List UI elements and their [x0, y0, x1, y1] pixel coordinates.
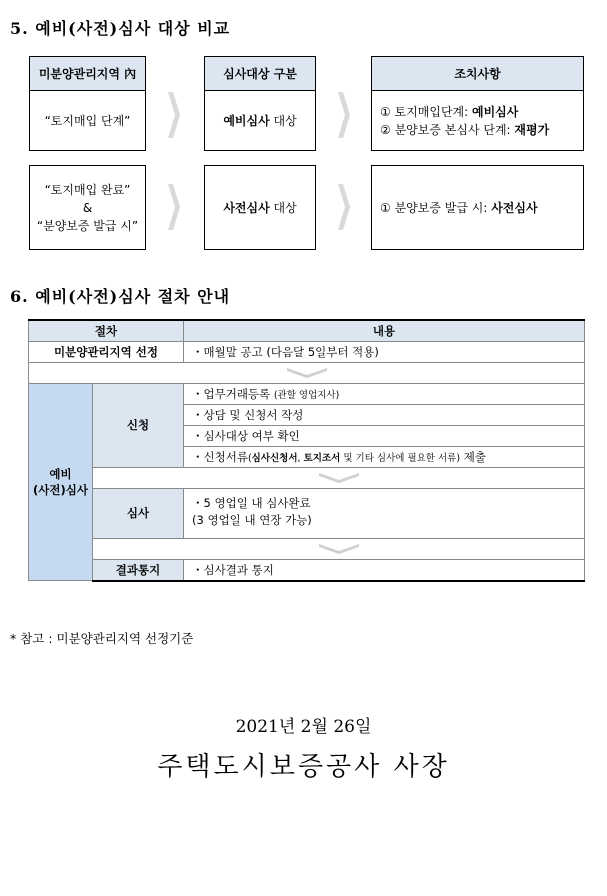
chevron-right-icon — [168, 92, 180, 138]
designation-content: ・매월말 공고 (다음달 5일부터 적용) — [184, 341, 585, 362]
chevron-down-icon — [93, 539, 584, 559]
action-text-2 — [372, 166, 583, 249]
action-prefix: ① 토지매입단계: — [380, 105, 472, 119]
stage-line: & — [82, 200, 93, 215]
apply-label: 신청 — [93, 383, 184, 467]
chevron-right-icon — [338, 184, 350, 230]
stage-line: “분양보증 발급 시” — [36, 218, 139, 233]
review-label: 심사 — [93, 488, 184, 539]
action-bold: 예비심사 — [471, 105, 519, 119]
result-content: ・심사결과 통지 — [184, 560, 585, 581]
action-box-2 — [371, 165, 584, 250]
section-6-title: 6. 예비(사전)심사 절차 안내 — [10, 287, 231, 306]
arrow-cell — [93, 467, 585, 488]
target-bold-1: 예비심사 — [223, 114, 270, 128]
arrow-cell — [93, 539, 585, 560]
review-line-2: (3 영업일 내 연장 가능) — [184, 511, 585, 529]
stage-text-1: “토지매입 단계” — [44, 114, 131, 128]
action-box-1 — [371, 56, 584, 151]
apply-item: ・상담 및 신청서 작성 — [184, 404, 585, 425]
table-row — [29, 341, 585, 362]
apply-item-text: ・업무거래등록 — [192, 386, 274, 401]
apply-item-note: (관할 영업지사) — [273, 389, 340, 401]
document-date: 2021년 2월 26일 — [235, 717, 372, 737]
apply-item-note: , — [297, 452, 304, 464]
table-row — [29, 488, 585, 511]
result-label: 결과통지 — [93, 560, 184, 581]
stage-box-2 — [29, 165, 146, 250]
stage-text-2 — [30, 166, 145, 249]
procedure-table — [28, 319, 585, 582]
apply-item-note: ( — [247, 452, 252, 464]
target-box-1 — [204, 56, 316, 151]
apply-item-text: 제출 — [460, 449, 486, 464]
action-line-2 — [380, 121, 549, 139]
chevron-down-icon — [29, 363, 584, 383]
apply-item: ・심사대상 여부 확인 — [184, 425, 585, 446]
stage-box-1 — [29, 56, 146, 151]
apply-item-bold: 토지조서 — [303, 452, 341, 464]
action-prefix: ① 분양보증 발급 시: — [380, 200, 492, 215]
action-bold: 재평가 — [514, 123, 550, 137]
review-spacer — [184, 529, 585, 539]
stage-header: 미분양관리지역 內 — [30, 57, 145, 91]
target-text-2 — [205, 166, 315, 249]
target-suffix-2: 대상 — [269, 200, 297, 215]
table-row — [29, 383, 585, 404]
chevron-down-icon — [93, 468, 584, 488]
main-step-label — [29, 383, 93, 581]
apply-item-note: 및 기타 심사에 필요한 서류) — [340, 452, 461, 464]
target-text-1 — [205, 91, 315, 151]
apply-item — [184, 383, 585, 404]
apply-item-text: ・신청서류 — [192, 449, 248, 464]
chevron-right-icon — [338, 92, 350, 138]
target-box-2 — [204, 165, 316, 250]
target-header: 심사대상 구분 — [205, 57, 315, 91]
arrow-row — [29, 362, 585, 383]
section-5-title: 5. 예비(사전)심사 대상 비교 — [10, 19, 231, 38]
signature-line: 주택도시보증공사 사장 — [157, 752, 450, 782]
stage-line: “토지매입 완료” — [44, 182, 131, 197]
header-content: 내용 — [184, 320, 585, 341]
chevron-right-icon — [168, 184, 180, 230]
action-line-1 — [380, 103, 518, 121]
arrow-row — [29, 539, 585, 560]
designation-label: 미분양관리지역 선정 — [29, 341, 184, 362]
action-prefix: ② 분양보증 본심사 단계: — [380, 123, 515, 137]
arrow-cell — [29, 362, 585, 383]
apply-item — [184, 446, 585, 467]
header-step: 절차 — [29, 320, 184, 341]
table-row — [29, 560, 585, 581]
reference-note: * 참고 : 미분양관리지역 선정기준 — [10, 631, 194, 646]
action-header: 조치사항 — [372, 57, 583, 91]
apply-item-bold: 심사신청서 — [251, 452, 298, 464]
review-line-1: ・5 영업일 내 심사완료 — [184, 488, 585, 511]
action-text-1 — [372, 91, 583, 151]
action-bold: 사전심사 — [491, 200, 538, 215]
main-label-line: (사전)심사 — [33, 482, 88, 497]
arrow-row — [29, 467, 585, 488]
table-header-row — [29, 320, 585, 341]
target-suffix-1: 대상 — [269, 114, 297, 128]
target-bold-2: 사전심사 — [223, 200, 270, 215]
main-label-line: 예비 — [49, 466, 72, 481]
